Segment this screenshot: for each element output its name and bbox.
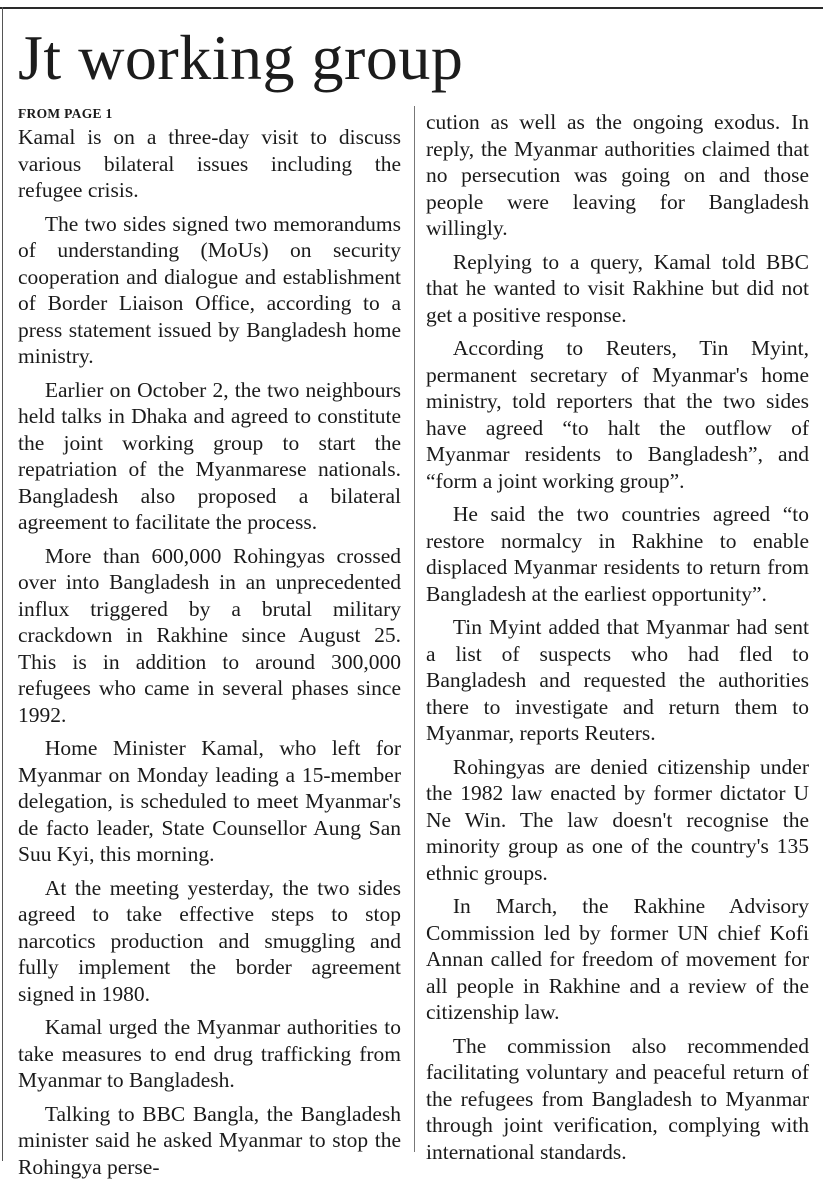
headline: Jt working group <box>18 22 464 93</box>
left-rule-divider <box>2 7 3 1161</box>
paragraph: Kamal is on a three-day visit to discuss various bilateral issues including the refugee crisis. <box>18 125 401 202</box>
paragraph: He said the two countries agreed “to restore normalcy in Rakhine to enable displaced Myanmar residents to return from Bangladesh at the earliest opportunity”. <box>426 502 809 606</box>
paragraph: Home Minister Kamal, who left for Myanmar on Monday leading a 15-member delegation, is scheduled to meet Myanmar's de facto leader, State Counsellor Aung San Suu Kyi, this morning. <box>18 736 401 866</box>
paragraph: At the meeting yesterday, the two sides agreed to take effective steps to stop narcotics production and smuggling and fully implement the border agreement signed in 1980. <box>18 875 401 1006</box>
jump-kicker: FROM PAGE 1 <box>18 106 113 121</box>
paragraph: According to Reuters, Tin Myint, permanent secretary of Myanmar's home ministry, told reporters that the two sides have agreed “to halt the outflow of Myanmar residents to Bangladesh”, and “form a joint working group”. <box>426 336 809 493</box>
paragraph: Earlier on October 2, the two neighbours held talks in Dhaka and agreed to constitute the joint working group to start the repatriation of the Myanmarese nationals. Bangladesh also proposed a bilateral agreement to facilitate the process. <box>18 377 401 534</box>
paragraph: cution as well as the ongoing exodus. In reply, the Myanmar authorities claimed that no persecution was going on and those people were leaving for Bangladesh willingly. <box>426 110 809 240</box>
paragraph: Rohingyas are denied citizenship under the 1982 law enacted by former dictator U Ne Win. The law doesn't recognise the minority group as one of the country's 135 ethnic groups. <box>426 754 809 885</box>
paragraph: Talking to BBC Bangla, the Bangladesh minister said he asked Myanmar to stop the Rohingya perse- <box>18 1101 401 1179</box>
paragraph: Tin Myint added that Myanmar had sent a list of suspects who had fled to Bangladesh and requested the authorities there to investigate and return them to Myanmar, reports Reuters. <box>426 615 809 745</box>
paragraph: The two sides signed two memorandums of understanding (MoUs) on security cooperation and dialogue and establishment of Border Liaison Office, according to a press statement issued by Bangladesh home ministry. <box>18 211 401 368</box>
paragraph: The commission also recommended facilitating voluntary and peaceful return of the refugees from Bangladesh to Myanmar through joint verification, complying with international standards. <box>426 1033 809 1164</box>
article-column-1 <box>18 106 401 1187</box>
paragraph: In March, the Rakhine Advisory Commission led by former UN chief Kofi Annan called for freedom of movement for all people in Rakhine and a review of the citizenship law. <box>426 894 809 1024</box>
column-divider <box>414 106 415 1152</box>
paragraph: Replying to a query, Kamal told BBC that he wanted to visit Rakhine but did not get a positive response. <box>426 249 809 327</box>
paragraph: More than 600,000 Rohingyas crossed over into Bangladesh in an unprecedented influx triggered by a brutal military crackdown in Rakhine since August 25. This is in addition to around 300,000 refugees who came in several phases since 1992. <box>18 543 401 727</box>
article-column-2 <box>426 109 809 1172</box>
paragraph: Kamal urged the Myanmar authorities to take measures to end drug trafficking from Myanmar to Bangladesh. <box>18 1015 401 1092</box>
top-rule-divider <box>0 7 823 9</box>
